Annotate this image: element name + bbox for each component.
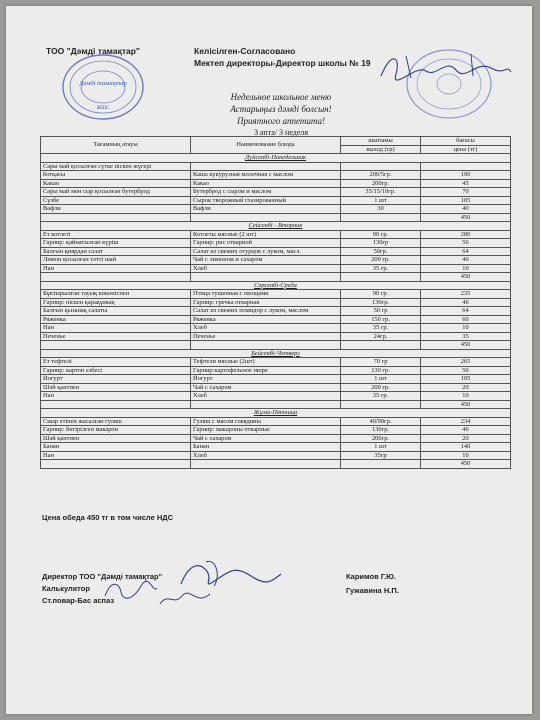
seal-sub: ЖШС [96, 106, 110, 111]
footer-name-1: Каримов Г.Ю. [346, 572, 396, 581]
table-row [41, 239, 511, 248]
yield-cell: 1 шт [341, 443, 421, 452]
yield-cell: 90 гр. [341, 290, 421, 299]
yield-cell: 200гр. [341, 179, 421, 188]
price-cell: 450 [421, 400, 511, 409]
table-row [41, 264, 511, 273]
table-row [41, 230, 511, 239]
dish-ru-cell [191, 341, 341, 350]
dish-kz-cell: Сиыр етінен жасалған гуляш [41, 417, 191, 426]
dish-kz-cell: Шәй қантпен [41, 434, 191, 443]
dish-ru-cell: Хлеб [191, 392, 341, 401]
dish-kz-cell: Сары май қосылған сүтке піскен жүгері [41, 162, 191, 171]
price-cell: 280 [421, 230, 511, 239]
price-cell: 10 [421, 451, 511, 460]
price-note: Цена обеда 450 тг в том числе НДС [42, 513, 174, 522]
table-row [41, 451, 511, 460]
dish-kz-cell [41, 213, 191, 222]
dish-ru-cell: Салат из свежих помидор с луком, маслом [191, 307, 341, 316]
dish-kz-cell: Шәй қантпен [41, 383, 191, 392]
yield-cell: 50гр. [341, 247, 421, 256]
footer-calculator: Калькулятор [42, 584, 90, 593]
dish-ru-cell: Гарнир: гречка отварная [191, 298, 341, 307]
dish-ru-cell: Гарнир: макароны отварные [191, 426, 341, 435]
yield-cell: 35 гр. [341, 392, 421, 401]
price-cell: 64 [421, 307, 511, 316]
table-row [41, 205, 511, 214]
dish-kz-cell: Сары май мен сыр қосылған бутерброд [41, 188, 191, 197]
dish-kz-cell: Бұктырылған тауық көкөніспен [41, 290, 191, 299]
menu-table [40, 136, 511, 469]
price-cell: 450 [421, 213, 511, 222]
yield-cell: 70 гр [341, 358, 421, 367]
price-cell: 45 [421, 179, 511, 188]
price-cell: 70 [421, 188, 511, 197]
yield-cell: 150 гр. [341, 315, 421, 324]
dish-ru-cell [191, 273, 341, 282]
price-cell: 450 [421, 341, 511, 350]
footer-chef: Ст.повар-Бас аспаз [42, 596, 115, 605]
price-cell: 105 [421, 196, 511, 205]
price-cell: 140 [421, 443, 511, 452]
table-row [41, 434, 511, 443]
dish-kz-cell: Нан [41, 264, 191, 273]
price-cell: 10 [421, 264, 511, 273]
dish-ru-cell: Бутерброд с сыром и маслом [191, 188, 341, 197]
dish-ru-cell: Салат из свежих огурцов с луком, масл. [191, 247, 341, 256]
dish-ru-cell: Птица тушенная с овощами [191, 290, 341, 299]
footer-director: Директор ТОО "Дәмді тамақтар" [42, 572, 163, 581]
dish-ru-cell: Йогурт [191, 375, 341, 384]
day-title: Жұма-Пятница [41, 409, 511, 418]
menu-wish-ru: Приятного аппетита! [237, 116, 325, 126]
table-row [41, 171, 511, 180]
day-title: Сәрсенбі-Среда [41, 281, 511, 290]
dish-kz-cell: Банан [41, 443, 191, 452]
table-row [41, 426, 511, 435]
dish-ru-cell [191, 460, 341, 469]
dish-ru-cell [191, 213, 341, 222]
table-row [41, 341, 511, 350]
yield-cell: 30 [341, 205, 421, 214]
footer-name-2: Гужавина Н.П. [346, 586, 399, 595]
yield-cell [341, 400, 421, 409]
menu-title: Недельное школьное меню [230, 92, 332, 102]
table-row [41, 324, 511, 333]
dish-ru-cell: Хлеб [191, 324, 341, 333]
director-signature-icon [376, 46, 516, 86]
price-cell: 46 [421, 426, 511, 435]
dish-ru-cell: Вафли [191, 205, 341, 214]
table-row [41, 213, 511, 222]
dish-ru-cell: Сырок творожный глазированный [191, 196, 341, 205]
yield-cell: 1 шт [341, 375, 421, 384]
col-ru-header: Наименование блюда [191, 137, 341, 154]
price-cell: 10 [421, 324, 511, 333]
dish-kz-cell [41, 460, 191, 469]
day-header-row [41, 409, 511, 418]
yield-cell: 35гр [341, 451, 421, 460]
day-header-row [41, 349, 511, 358]
yield-cell: 130гр. [341, 426, 421, 435]
price-cell: 20 [421, 383, 511, 392]
col-yield-header-top: шығымы [341, 137, 421, 146]
menu-wish-kz: Астарыңыз дәмді болсын! [230, 104, 332, 114]
yield-cell: 90 гр. [341, 230, 421, 239]
footer-signature-2-icon [101, 576, 161, 604]
table-row [41, 400, 511, 409]
dish-ru-cell: Чай с сахаром [191, 383, 341, 392]
price-cell: 56 [421, 239, 511, 248]
menu-document [6, 6, 532, 714]
dish-kz-cell: Йогурт [41, 375, 191, 384]
day-title: Бейсенбі-Четверг [41, 349, 511, 358]
dish-ru-cell: Чай с сахаром [191, 434, 341, 443]
dish-ru-cell: Печенье [191, 332, 341, 341]
dish-kz-cell: Гарнир: картоп езбесі [41, 366, 191, 375]
dish-kz-cell: Сүзбе [41, 196, 191, 205]
yield-cell [341, 213, 421, 222]
table-row [41, 358, 511, 367]
approval-line-2: Мектеп директоры-Директор школы № 19 [194, 58, 371, 68]
col-price-header-top: бағасы [421, 137, 511, 146]
yield-cell: 35 гр. [341, 324, 421, 333]
dish-kz-cell: ботқасы [41, 171, 191, 180]
dish-ru-cell: Котлеты мясные (2 шт) [191, 230, 341, 239]
table-row [41, 417, 511, 426]
dish-kz-cell: Гарнир: бөтірілген макарон [41, 426, 191, 435]
approval-line-1: Келісілген-Согласовано [194, 46, 296, 56]
dish-kz-cell: Гарнир: піскен қарақұмық [41, 298, 191, 307]
yield-cell: 200гр. [341, 434, 421, 443]
dish-ru-cell: Хлеб [191, 264, 341, 273]
price-cell: 60 [421, 315, 511, 324]
col-yield-header-bottom: выход (гр) [341, 145, 421, 154]
dish-kz-cell: Печенье [41, 332, 191, 341]
dish-kz-cell: Лимон қосылған тәтті шай [41, 256, 191, 265]
dish-kz-cell: Ет тефтелі [41, 358, 191, 367]
price-cell: 265 [421, 358, 511, 367]
price-cell: 50 [421, 366, 511, 375]
table-row [41, 273, 511, 282]
table-row [41, 162, 511, 171]
dish-ru-cell: Чай с лимоном и сахаром [191, 256, 341, 265]
price-cell: 40 [421, 205, 511, 214]
price-cell: 10 [421, 392, 511, 401]
table-header-row-1 [41, 137, 511, 146]
day-header-row [41, 222, 511, 231]
price-cell: 450 [421, 273, 511, 282]
seal-text: Дәмді тамақтар [79, 80, 127, 87]
yield-cell: 50 гр [341, 307, 421, 316]
dish-kz-cell: Ряженка [41, 315, 191, 324]
dish-kz-cell: Нан [41, 451, 191, 460]
dish-kz-cell [41, 400, 191, 409]
dish-ru-cell: Ряженка [191, 315, 341, 324]
col-kz-header: Тағамның атауы [41, 137, 191, 154]
table-row [41, 375, 511, 384]
price-cell: 20 [421, 434, 511, 443]
dish-ru-cell: Каша кукурузная молочная с маслом [191, 171, 341, 180]
price-cell: 234 [421, 417, 511, 426]
yield-cell: 40/90гр. [341, 417, 421, 426]
table-row [41, 307, 511, 316]
table-row [41, 383, 511, 392]
yield-cell: 35/15/10гр. [341, 188, 421, 197]
table-row [41, 256, 511, 265]
dish-ru-cell: Гарнир: рис отварной [191, 239, 341, 248]
day-header-row [41, 281, 511, 290]
price-cell: 46 [421, 298, 511, 307]
dish-kz-cell: Какао [41, 179, 191, 188]
dish-kz-cell: Нан [41, 324, 191, 333]
table-row [41, 443, 511, 452]
yield-cell: 130 гр. [341, 366, 421, 375]
dish-kz-cell [41, 341, 191, 350]
table-row [41, 290, 511, 299]
day-header-row [41, 154, 511, 163]
table-row [41, 366, 511, 375]
dish-ru-cell: Хлеб [191, 451, 341, 460]
table-row [41, 332, 511, 341]
price-cell: 450 [421, 460, 511, 469]
table-row [41, 298, 511, 307]
table-row [41, 392, 511, 401]
yield-cell [341, 273, 421, 282]
dish-kz-cell: Вафли [41, 205, 191, 214]
company-seal-icon [60, 52, 146, 122]
price-cell: 40 [421, 256, 511, 265]
dish-ru-cell: Тефтели мясные (2шт) [191, 358, 341, 367]
yield-cell: 35 гр. [341, 264, 421, 273]
price-cell [421, 162, 511, 171]
table-row [41, 179, 511, 188]
table-row [41, 247, 511, 256]
yield-cell: 200/5гр. [341, 171, 421, 180]
dish-ru-cell: Банан [191, 443, 341, 452]
table-row [41, 315, 511, 324]
yield-cell: 130гр [341, 239, 421, 248]
price-cell: 190 [421, 171, 511, 180]
yield-cell [341, 341, 421, 350]
dish-ru-cell [191, 162, 341, 171]
price-cell: 35 [421, 332, 511, 341]
yield-cell: 1 шт [341, 196, 421, 205]
week-label: 3 апта/ 3 неделя [253, 128, 309, 137]
dish-kz-cell [41, 273, 191, 282]
price-cell: 235 [421, 290, 511, 299]
yield-cell: 130гр. [341, 298, 421, 307]
table-row [41, 188, 511, 197]
dish-kz-cell: Балғын қызанақ салаты [41, 307, 191, 316]
day-title: Дүйсенбі-Понедельник [41, 154, 511, 163]
org-title: ТОО "Дәмді тамақтар" [46, 46, 140, 56]
yield-cell [341, 162, 421, 171]
price-cell: 105 [421, 375, 511, 384]
yield-cell [341, 460, 421, 469]
dish-kz-cell: Нан [41, 392, 191, 401]
dish-ru-cell [191, 400, 341, 409]
dish-kz-cell: Гарнир: қайнатылған күріш [41, 239, 191, 248]
yield-cell: 24гр. [341, 332, 421, 341]
dish-ru-cell: Какао [191, 179, 341, 188]
table-row [41, 460, 511, 469]
table-row [41, 196, 511, 205]
col-price-header-bottom: цена (тг) [421, 145, 511, 154]
dish-ru-cell: Гуляш с мясом говядины [191, 417, 341, 426]
day-title: Сейсенбі - Вторник [41, 222, 511, 231]
footer-signature-3-icon [156, 586, 216, 612]
price-cell: 64 [421, 247, 511, 256]
yield-cell: 200 гр. [341, 383, 421, 392]
yield-cell: 200 гр. [341, 256, 421, 265]
dish-kz-cell: Балғын қиярдан салат [41, 247, 191, 256]
dish-ru-cell: Гарнир:картофельное пюре [191, 366, 341, 375]
dish-kz-cell: Ет котлеті [41, 230, 191, 239]
